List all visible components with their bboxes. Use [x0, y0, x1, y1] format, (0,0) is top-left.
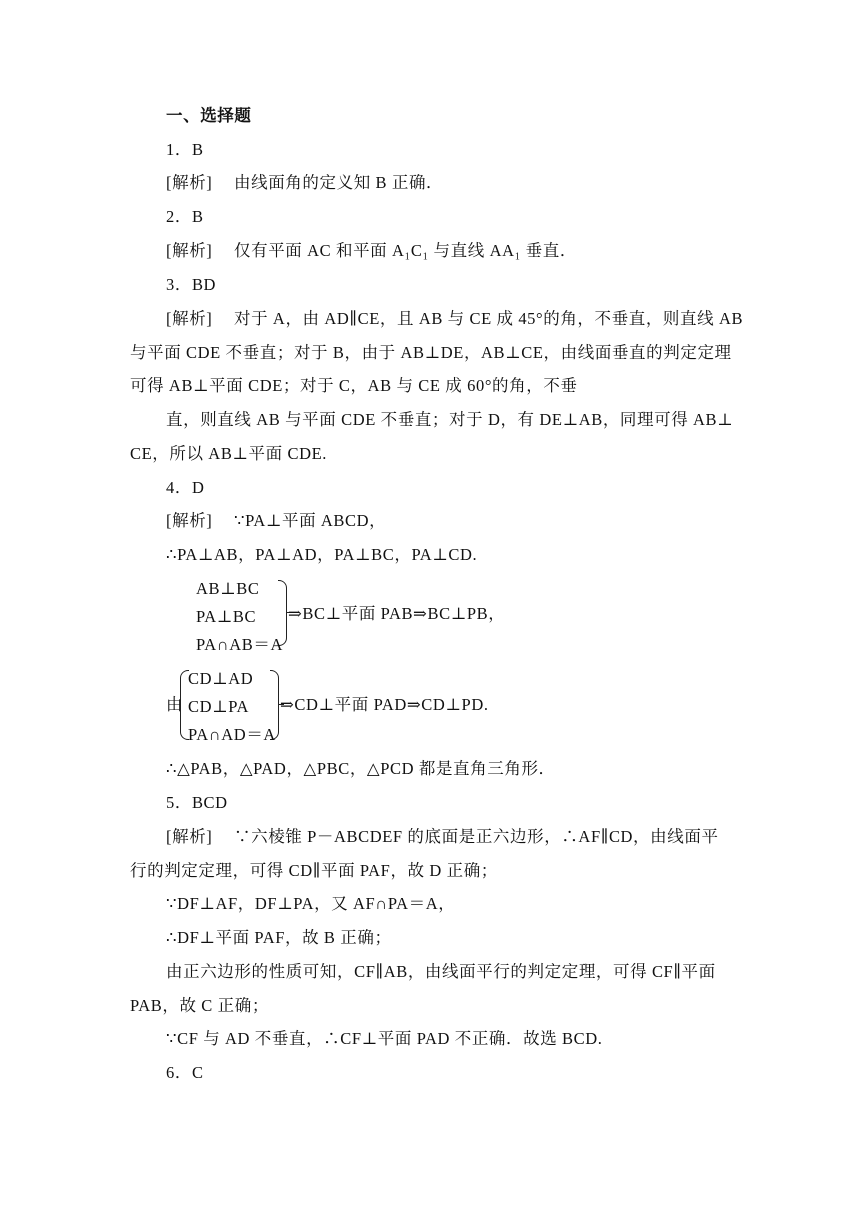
answer-1: 1．B — [166, 140, 204, 159]
explanation-label: [解析] — [166, 241, 213, 260]
explanation-label: [解析] — [166, 309, 213, 328]
answer-3: 3．BD — [166, 275, 217, 294]
answer-6: 6．C — [166, 1063, 204, 1082]
section-title: 一、选择题 — [166, 106, 252, 125]
text-line: CE，所以 AB⊥平面 CDE. — [130, 444, 327, 463]
text-line: 由正六边形的性质可知，CF∥AB，由线面平行的判定定理，可得 CF∥平面 — [166, 962, 716, 981]
text-line: 可得 AB⊥平面 CDE；对于 C，AB 与 CE 成 60°的角，不垂 — [130, 376, 578, 395]
equation-line: PA⊥BC — [196, 607, 257, 626]
text-line: 行的判定定理，可得 CD∥平面 PAF，故 D 正确； — [130, 861, 498, 880]
explanation-text: 对于 A，由 AD∥CE，且 AB 与 CE 成 45°的角，不垂直，则直线 AB — [234, 309, 744, 328]
equation-line: PA∩AD＝A — [188, 725, 276, 744]
answer-5: 5．BCD — [166, 793, 228, 812]
explanation-text: 仅有平面 AC 和平面 A₁C₁ 与直线 AA₁ 垂直． — [234, 241, 577, 260]
equation-line: PA∩AB＝A — [196, 635, 284, 654]
answer-2: 2．B — [166, 207, 204, 226]
equation-line: CD⊥PA — [188, 697, 250, 716]
explanation-label: [解析] — [166, 511, 213, 530]
explanation-text: ∵PA⊥平面 ABCD， — [234, 511, 387, 530]
answer-4: 4．D — [166, 478, 205, 497]
text-line: ∵DF⊥AF，DF⊥PA，又 AF∩PA＝A， — [166, 894, 456, 913]
explanation-text: ∵六棱锥 P－ABCDEF 的底面是正六边形，∴AF∥CD，由线面平 — [234, 827, 719, 846]
text-line: 由 — [166, 695, 184, 714]
text-line: 与平面 CDE 不垂直；对于 B，由于 AB⊥DE，AB⊥CE，由线面垂直的判定定理 — [130, 343, 732, 362]
explanation-label: [解析] — [166, 827, 213, 846]
text-line: PAB，故 C 正确； — [130, 996, 269, 1015]
text-line: ∴DF⊥平面 PAF，故 B 正确； — [166, 928, 392, 947]
implication-line: ⇒BC⊥平面 PAB⇒BC⊥PB， — [288, 604, 506, 623]
text-line: ∴△PAB，△PAD，△PBC，△PCD 都是直角三角形． — [166, 759, 556, 778]
implication-line: ⇒CD⊥平面 PAD⇒CD⊥PD. — [280, 695, 489, 714]
equation-line: AB⊥BC — [196, 579, 260, 598]
explanation-label: [解析] — [166, 173, 213, 192]
equation-line: CD⊥AD — [188, 669, 254, 688]
text-line: ∴PA⊥AB，PA⊥AD，PA⊥BC，PA⊥CD. — [166, 545, 478, 564]
text-line: ∵CF 与 AD 不垂直，∴CF⊥平面 PAD 不正确．故选 BCD. — [166, 1029, 603, 1048]
text-line: 直，则直线 AB 与平面 CDE 不垂直；对于 D，有 DE⊥AB，同理可得 AB⊥ — [166, 410, 734, 429]
explanation-text: 由线面角的定义知 B 正确． — [234, 173, 444, 192]
